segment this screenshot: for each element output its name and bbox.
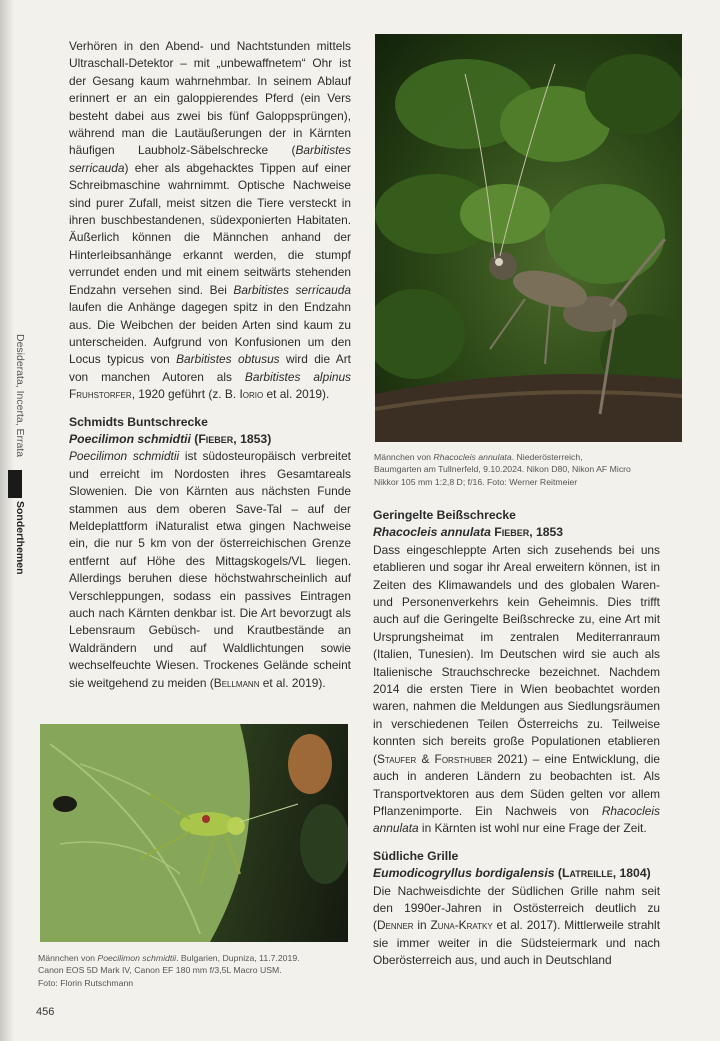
photo-rhacocleis-illustration <box>375 34 682 442</box>
heading-schmidts-buntschrecke: Schmidts Buntschrecke <box>69 414 208 429</box>
italic-term: Barbitistes obtusus <box>176 352 280 367</box>
text-run: Verhören in den Abend- und Nachtstunden mittels Ultraschall-Detektor – mit „unbewaffnetem“ Ohr ist der Gesang kaum wahrnehmbar. In seinem Ablauf erinnert er an ein galoppierendes Pferd (ein Vers besteht dabei aus zwei bis fünf Galoppsprüngen), während man die Lautäußerungen der in Kärnten häufigen Laubholz-Säbelschrecke ( <box>69 39 351 158</box>
caption-prefix: Männchen von <box>374 452 434 462</box>
caption-prefix: Männchen von <box>38 953 98 963</box>
text-run: wird die Art von manchen Autoren als <box>69 352 351 384</box>
author-name: Fruhstorfer <box>69 387 132 402</box>
text-run: ) eher als abgehacktes Tippen auf einer Schreibmaschine wahrnimmt. Optische Nachweise sind purer Zufall, meist sitzen die Tiere versteckt in ihren buschbestandenen, südexponierten Habitaten. Äußerlich können die Männchen anhand der Hinterleibsanhänge erkannt werden, die stumpf verrundet enden und mit einem seitwärts stehenden Endzahn versehen sind. Bei <box>69 160 351 297</box>
text-run: laufen die Anhänge dagegen spitz in den Endzahn aus. Die Weibchen der beiden Arten sind kaum zu unterscheiden. Aufgrund von Konfusionen um den Locus typicus von <box>69 300 351 367</box>
text-run: , 1920 geführt (z. B. <box>131 387 240 402</box>
caption-rhacocleis <box>374 451 684 488</box>
text-run: et al. 2019). <box>263 387 330 402</box>
heading-geringelte-beissschrecke: Geringelte Beißschrecke <box>373 508 516 522</box>
caption-line-1 <box>374 451 684 463</box>
author-name: Staufer & Forsthuber <box>376 751 493 766</box>
species-author: (Fieber, 1853) <box>194 431 272 446</box>
right-paragraph-1 <box>373 542 660 838</box>
left-paragraph-1 <box>69 38 351 404</box>
species-name: Poecilimon schmidtii <box>69 431 191 446</box>
page-gutter-shadow <box>0 0 14 1041</box>
side-tab-section: Desiderata, Incerta, Errata <box>14 334 26 458</box>
caption-line-1 <box>38 952 348 964</box>
side-tab-marker <box>8 470 22 498</box>
italic-term: Barbitistes serricauda <box>233 282 351 297</box>
author-name: Bellmann <box>213 675 260 690</box>
text-run: ist südosteuropäisch verbreitet und erreicht im Nordosten ihres Gesamtareals Slowenien. Die von Kärnten aus nächsten Funde stammen aus dem oberen Save-Tal – auf der Meldeplattform iNaturalist etwa gingen Nachweise ein, die nur 5 km von der österreichischen Grenze entfernt auf Höhe des Mittagskogels/VL liegen. Allerdings beruhen diese höchstwahrscheinlich auf Verschleppungen, sodass ein passives Eintragen auch nach Kärnten denkbar ist. Die Art bevorzugt als Lebensraum Gebüsch- und Krautbestände an Waldrändern und auf Waldlichtungen sowie wechselfeuchte Wiesen. Trockenes Gelände scheint sie weitgehend zu meiden ( <box>69 449 351 690</box>
caption-line-2: Canon EOS 5D Mark IV, Canon EF 180 mm f/3,5L Macro USM. <box>38 965 282 976</box>
caption-suffix: . Niederösterreich, <box>511 452 583 462</box>
left-paragraph-2 <box>69 448 351 692</box>
left-text-column <box>69 38 351 692</box>
species-rhacocleis-annulata <box>373 524 660 541</box>
author-name: Zuna-Kratky <box>430 918 493 933</box>
caption-line-3: Nikkor 105 mm 1:2,8 D; f/16. Foto: Werner Reitmeier <box>374 476 578 487</box>
caption-suffix: . Bulgarien, Dupniza, 11.7.2019. <box>176 953 300 963</box>
caption-line-3: Foto: Florin Rutschmann <box>38 977 134 988</box>
species-author: Fieber, 1853 <box>494 525 564 540</box>
species-author: (Latreille, 1804) <box>557 866 651 881</box>
photo-rhacocleis-annulata <box>375 34 682 442</box>
right-text-column <box>373 507 660 970</box>
heading-suedliche-grille: Südliche Grille <box>373 848 459 863</box>
caption-species: Rhacocleis annulata <box>433 452 512 462</box>
italic-term: Barbitistes serricauda <box>69 143 351 175</box>
italic-term: Poecilimon schmidtii <box>69 449 180 464</box>
text-run: Dass eingeschleppte Arten sich zusehends bei uns etablieren und sogar ihr Areal erweitern können, ist in Zeiten des Klimawandels und des globalen Waren- und Personenverkehrs kein Geheimnis. Dies trifft auch auf die Geringelte Beißschrecke zu, eine Art mit Ursprungsheimat im zentralen Mediterranraum (Italien, Tunesien). Im Deutschen wird sie auch als Italienische Strauchschrecke bezeichnet. Nachdem 2014 die ersten Tiere in Wien beobachtet worden waren, nahmen die Meldungen aus Siedlungsräumen in verschiedenen Teilen Österreichs zu. Teilweise konnten sich bereits große Populationen etablieren ( <box>373 542 660 766</box>
text-run: Die Nachweisdichte der Südlichen Grille nahm seit den 1990er-Jahren in Ostösterreich deutlich zu ( <box>373 883 660 933</box>
side-tab-chapter: Sonderthemen <box>14 501 26 575</box>
photo-poecilimon-illustration <box>40 724 348 942</box>
italic-term: Rhacocleis annulata <box>373 803 660 836</box>
page-number: 456 <box>36 1006 55 1018</box>
text-run: in <box>413 918 431 933</box>
right-paragraph-2 <box>373 883 660 970</box>
italic-term: Barbitistes alpinus <box>244 369 352 384</box>
species-name: Rhacocleis annulata <box>373 525 491 540</box>
caption-line-2: Baumgarten am Tullnerfeld, 9.10.2024. Nikon D80, Nikon AF Micro <box>374 464 631 475</box>
text-run: et al. 2019). <box>259 675 326 690</box>
text-run: in Kärnten ist wohl nur eine Frage der Zeit. <box>418 821 647 836</box>
species-poecilimon-schmidtii <box>69 431 351 448</box>
caption-species: Poecilimon schmidtii <box>97 953 177 963</box>
author-name: Denner <box>376 918 414 933</box>
photo-poecilimon-schmidtii <box>40 724 348 942</box>
text-run: et al. 2017). Mittlerweile strahlt sie immer weiter in die Südsteiermark und nach Oberösterreich aus, und auch in Deutschland <box>373 918 660 968</box>
species-name: Eumodicogryllus bordigalensis <box>373 866 555 881</box>
author-name: Iorio <box>239 387 264 402</box>
species-eumodicogryllus <box>373 865 660 882</box>
text-run: 2021) – eine Entwicklung, die auch in anderen Ländern zu beobachten ist. Als Transportvektoren aus dem Süden gelten vor allem Pflanzenimporte. Ein Nachweis von <box>373 751 660 818</box>
caption-poecilimon <box>38 952 348 989</box>
